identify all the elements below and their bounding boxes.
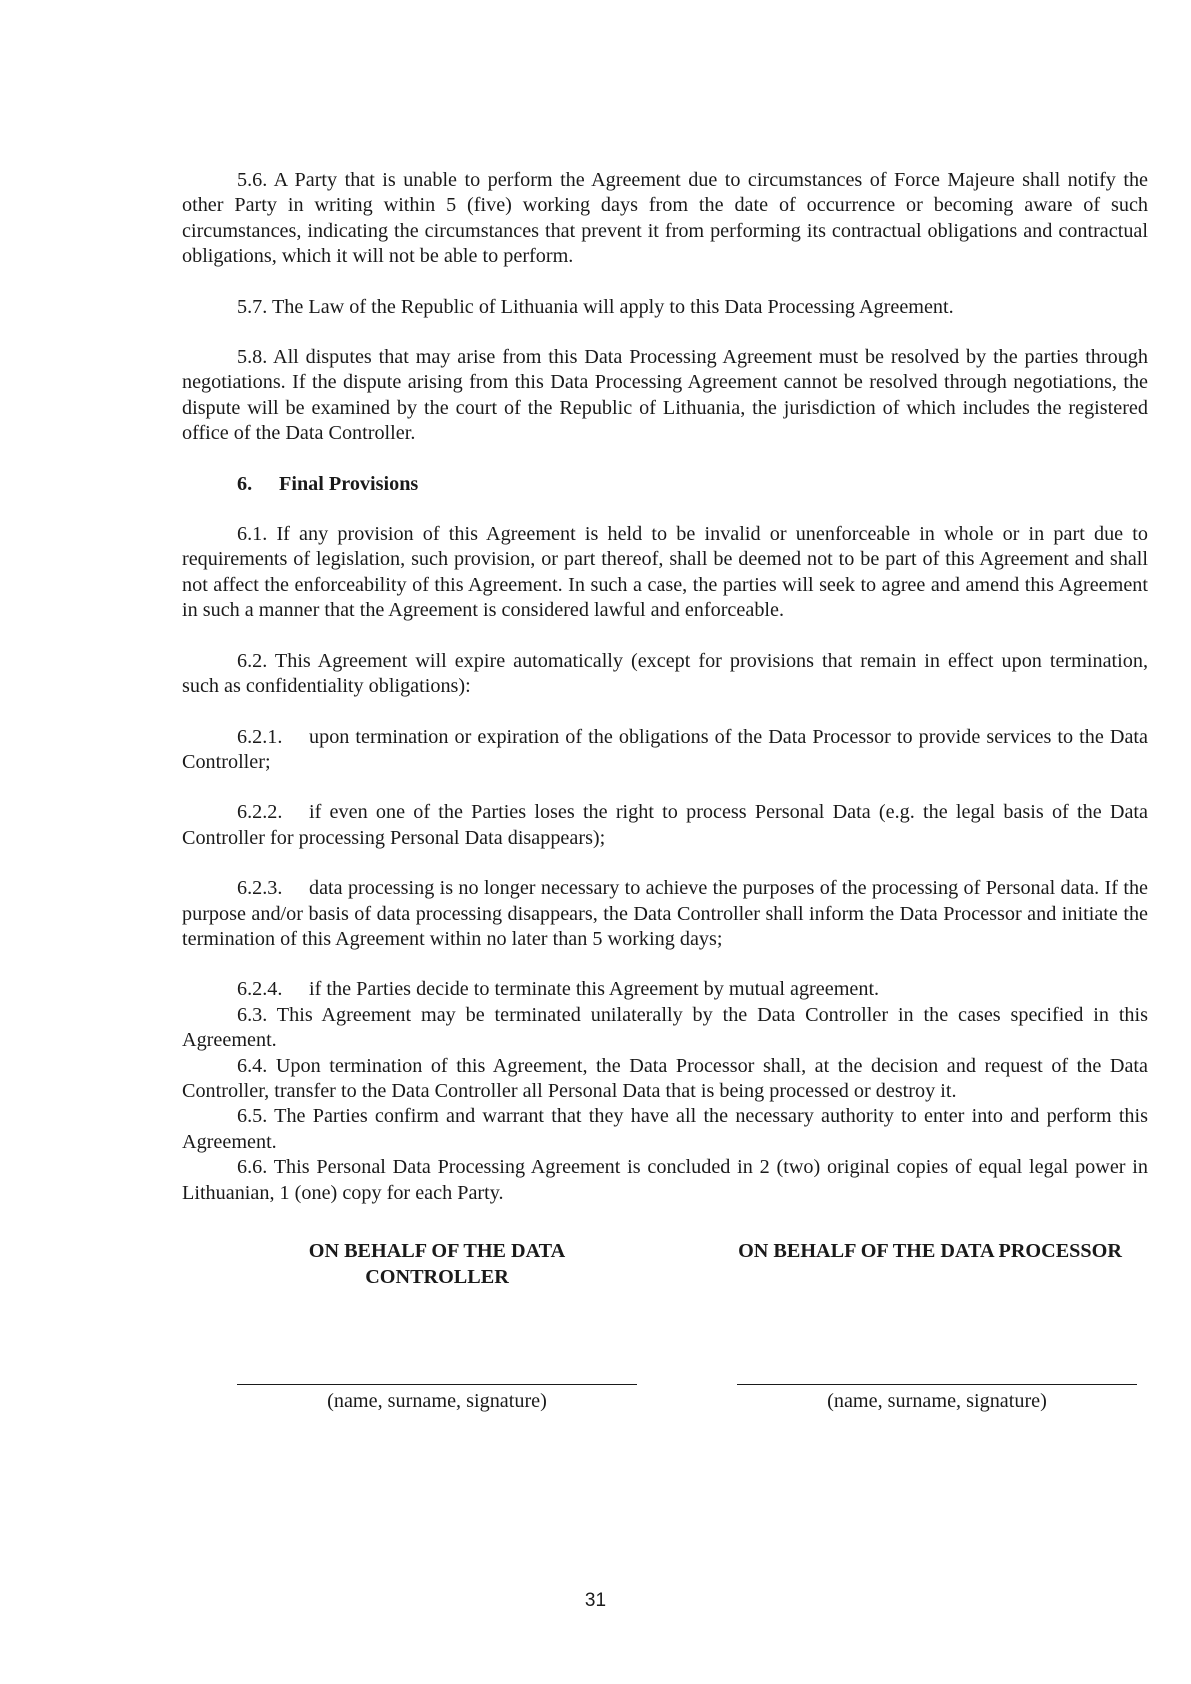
- section-6-number: 6.: [237, 472, 253, 495]
- clause-6-2: 6.2. This Agreement will expire automatically (except for provisions that remain in effect upon termination, such as confidentiality obligations):: [182, 649, 1148, 698]
- clause-6-2-4-number: 6.2.4.: [237, 978, 283, 1001]
- processor-signature-caption: (name, surname, signature): [827, 1390, 1047, 1412]
- clause-6-2-4-text: if the Parties decide to terminate this Agreement by mutual agreement.: [309, 978, 880, 1001]
- clause-6-6: 6.6. This Personal Data Processing Agreement is concluded in 2 (two) original copies of equal legal power in Lithuanian, 1 (one) copy for each Party.: [182, 1156, 1148, 1204]
- section-6-title: Final Provisions: [279, 472, 419, 495]
- processor-title: ON BEHALF OF THE DATA PROCESSOR: [738, 1240, 1122, 1262]
- clause-6-2-3: [182, 876, 1148, 952]
- clause-6-2-2: [182, 800, 1148, 851]
- controller-title-line2: CONTROLLER: [365, 1266, 509, 1288]
- clause-6-2-3-text: data processing is no longer necessary to achieve the purposes of the processing of Personal data. If the purpose and/or basis of data processing disappears, the Data Controller shall inform the Data Processor and initiate the termination of this Agreement within no later than 5 working days;: [182, 877, 1148, 950]
- processor-signature-title: [712, 1238, 1148, 1264]
- clause-6-2-2-number: 6.2.2.: [237, 801, 283, 824]
- clause-6-2-1-number: 6.2.1.: [237, 725, 283, 748]
- signature-block: [182, 1238, 1148, 1418]
- processor-signature-line: [737, 1384, 1137, 1385]
- section-6-heading: [182, 472, 1148, 497]
- controller-signature-title: [237, 1238, 637, 1290]
- clause-6-4: 6.4. Upon termination of this Agreement, the Data Processor shall, at the decision and request of the Data Controller, transfer to the Data Controller all Personal Data that is being processed or destroy it.: [182, 1054, 1148, 1102]
- clause-6-3: 6.3. This Agreement may be terminated unilaterally by the Data Controller in the cases specified in this Agreement.: [182, 1003, 1148, 1052]
- controller-signature-caption: (name, surname, signature): [327, 1390, 547, 1412]
- controller-title-line1: ON BEHALF OF THE DATA: [308, 1240, 566, 1262]
- clause-6-2-1: [182, 725, 1148, 776]
- clause-6-5: 6.5. The Parties confirm and warrant that they have all the necessary authority to enter into and perform this Agreement.: [182, 1105, 1148, 1153]
- clause-6-2-2-text: if even one of the Parties loses the right to process Personal Data (e.g. the legal basis of the Data Controller for processing Personal Data disappears);: [182, 801, 1148, 849]
- clause-6-2-4: [182, 977, 1148, 1002]
- controller-signature-line: [237, 1384, 637, 1385]
- clause-6-2-3-number: 6.2.3.: [237, 877, 283, 900]
- clause-6-2-1-text: upon termination or expiration of the obligations of the Data Processor to provide services to the Data Controller;: [182, 725, 1148, 773]
- clause-6-1: 6.1. If any provision of this Agreement is held to be invalid or unenforceable in whole or in part due to requirements of legislation, such provision, or part thereof, shall be deemed not to be part of this Agreement and shall not affect the enforceability of this Agreement. In such a case, the parties will seek to agree and amend this Agreement in such a manner that the Agreement is considered lawful and enforceable.: [182, 523, 1148, 622]
- document-body: [182, 168, 1148, 1206]
- clause-5-6: 5.6. A Party that is unable to perform the Agreement due to circumstances of Force Majeure shall notify the other Party in writing within 5 (five) working days from the date of occurrence or becoming aware of such circumstances, indicating the circumstances that prevent it from performing its contractual obligations and contractual obligations, which it will not be able to perform.: [182, 169, 1148, 268]
- clause-5-7: 5.7. The Law of the Republic of Lithuania will apply to this Data Processing Agreement.: [237, 295, 954, 318]
- clause-5-8: 5.8. All disputes that may arise from this Data Processing Agreement must be resolved by the parties through negotiations. If the dispute arising from this Data Processing Agreement cannot be resolved through negotiations, the dispute will be examined by the court of the Republic of Lithuania, the jurisdiction of which includes the registered office of the Data Controller.: [182, 346, 1148, 445]
- page-number: 31: [584, 1590, 607, 1611]
